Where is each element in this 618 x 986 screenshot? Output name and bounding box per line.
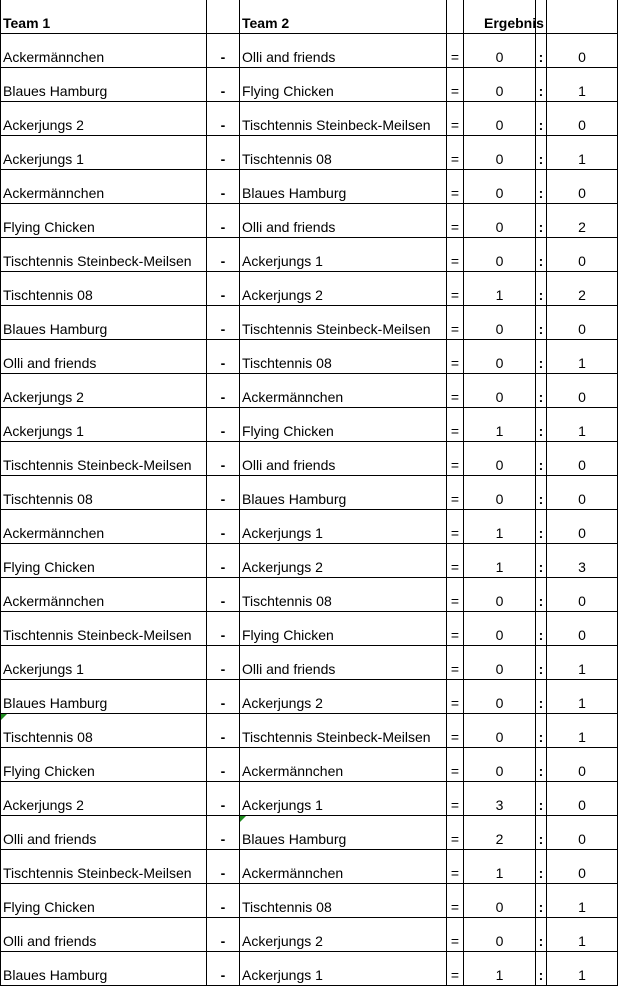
score1-cell[interactable]: 0 — [464, 102, 536, 136]
team1-cell[interactable]: Olli and friends — [1, 816, 207, 850]
team1-cell[interactable]: Tischtennis 08 — [1, 272, 207, 306]
team1-cell[interactable]: Ackerjungs 1 — [1, 408, 207, 442]
score1-cell[interactable]: 1 — [464, 408, 536, 442]
match-row — [1, 34, 618, 68]
match-row — [1, 816, 618, 850]
header-team1[interactable]: Team 1 — [1, 0, 207, 34]
team1-cell[interactable]: Blaues Hamburg — [1, 306, 207, 340]
equals-cell[interactable]: = — [447, 374, 464, 408]
team2-cell[interactable]: Tischtennis Steinbeck-Meilsen — [240, 102, 447, 136]
colon-cell[interactable]: : — [536, 918, 547, 952]
score2-cell[interactable]: 0 — [547, 816, 618, 850]
match-row — [1, 748, 618, 782]
dash-cell[interactable]: - — [207, 442, 240, 476]
score1-cell[interactable]: 0 — [464, 340, 536, 374]
colon-cell[interactable]: : — [536, 476, 547, 510]
colon-cell[interactable]: : — [536, 136, 547, 170]
colon-cell[interactable]: : — [536, 952, 547, 986]
score1-cell[interactable]: 0 — [464, 578, 536, 612]
equals-cell[interactable]: = — [447, 34, 464, 68]
colon-cell[interactable]: : — [536, 510, 547, 544]
score1-cell[interactable]: 0 — [464, 238, 536, 272]
equals-cell[interactable]: = — [447, 850, 464, 884]
colon-cell[interactable]: : — [536, 442, 547, 476]
score2-cell[interactable]: 1 — [547, 918, 618, 952]
score1-cell[interactable]: 0 — [464, 68, 536, 102]
score2-cell[interactable]: 0 — [547, 510, 618, 544]
equals-cell[interactable]: = — [447, 306, 464, 340]
dash-cell[interactable]: - — [207, 748, 240, 782]
dash-cell[interactable]: - — [207, 646, 240, 680]
dash-cell[interactable]: - — [207, 612, 240, 646]
dash-cell[interactable]: - — [207, 510, 240, 544]
team2-cell[interactable]: Olli and friends — [240, 646, 447, 680]
score2-cell[interactable]: 0 — [547, 34, 618, 68]
match-row — [1, 272, 618, 306]
equals-cell[interactable]: = — [447, 680, 464, 714]
colon-cell[interactable]: : — [536, 544, 547, 578]
header-row — [1, 0, 618, 34]
team1-cell[interactable]: Tischtennis Steinbeck-Meilsen — [1, 612, 207, 646]
match-row — [1, 102, 618, 136]
team1-cell[interactable]: Olli and friends — [1, 340, 207, 374]
score1-cell[interactable]: 1 — [464, 850, 536, 884]
score2-cell[interactable]: 0 — [547, 102, 618, 136]
colon-cell[interactable]: : — [536, 748, 547, 782]
colon-cell[interactable]: : — [536, 782, 547, 816]
equals-cell[interactable]: = — [447, 170, 464, 204]
colon-cell[interactable]: : — [536, 238, 547, 272]
dash-cell[interactable]: - — [207, 680, 240, 714]
score2-cell[interactable]: 0 — [547, 782, 618, 816]
score1-cell[interactable]: 1 — [464, 510, 536, 544]
match-row — [1, 136, 618, 170]
team1-cell[interactable]: Ackerjungs 1 — [1, 646, 207, 680]
team1-cell[interactable]: Tischtennis Steinbeck-Meilsen — [1, 238, 207, 272]
match-rows — [1, 34, 618, 986]
colon-cell[interactable]: : — [536, 340, 547, 374]
team1-cell[interactable]: Flying Chicken — [1, 204, 207, 238]
equals-cell[interactable]: = — [447, 510, 464, 544]
score2-cell[interactable]: 1 — [547, 680, 618, 714]
equals-cell[interactable]: = — [447, 340, 464, 374]
dash-cell[interactable]: - — [207, 374, 240, 408]
team2-cell[interactable]: Blaues Hamburg — [240, 476, 447, 510]
team1-cell[interactable]: Ackermännchen — [1, 34, 207, 68]
team1-cell[interactable]: Tischtennis 08 — [1, 476, 207, 510]
colon-cell[interactable]: : — [536, 714, 547, 748]
header-dash-cell[interactable] — [207, 0, 240, 34]
team1-cell[interactable]: Ackerjungs 2 — [1, 782, 207, 816]
dash-cell[interactable]: - — [207, 136, 240, 170]
score2-cell[interactable]: 1 — [547, 952, 618, 986]
team2-cell[interactable]: Tischtennis Steinbeck-Meilsen — [240, 306, 447, 340]
equals-cell[interactable]: = — [447, 68, 464, 102]
score1-cell[interactable]: 0 — [464, 646, 536, 680]
colon-cell[interactable]: : — [536, 578, 547, 612]
team1-cell[interactable]: Tischtennis 08 — [1, 714, 207, 748]
score1-cell[interactable]: 0 — [464, 442, 536, 476]
team2-cell[interactable]: Blaues Hamburg — [240, 170, 447, 204]
team2-cell[interactable]: Ackermännchen — [240, 850, 447, 884]
dash-cell[interactable]: - — [207, 816, 240, 850]
score1-cell[interactable]: 0 — [464, 136, 536, 170]
team2-cell[interactable]: Ackerjungs 2 — [240, 544, 447, 578]
score2-cell[interactable]: 2 — [547, 272, 618, 306]
equals-cell[interactable]: = — [447, 272, 464, 306]
colon-cell[interactable]: : — [536, 204, 547, 238]
colon-cell[interactable]: : — [536, 34, 547, 68]
equals-cell[interactable]: = — [447, 544, 464, 578]
team2-cell[interactable]: Ackermännchen — [240, 374, 447, 408]
equals-cell[interactable]: = — [447, 136, 464, 170]
score1-cell[interactable]: 0 — [464, 884, 536, 918]
team2-cell[interactable]: Ackerjungs 2 — [240, 918, 447, 952]
colon-cell[interactable]: : — [536, 612, 547, 646]
score1-cell[interactable]: 0 — [464, 680, 536, 714]
dash-cell[interactable]: - — [207, 578, 240, 612]
dash-cell[interactable]: - — [207, 34, 240, 68]
score2-cell[interactable]: 0 — [547, 442, 618, 476]
match-row — [1, 782, 618, 816]
team2-cell[interactable]: Olli and friends — [240, 34, 447, 68]
match-row — [1, 884, 618, 918]
equals-cell[interactable]: = — [447, 442, 464, 476]
score1-cell[interactable]: 0 — [464, 476, 536, 510]
score2-cell[interactable]: 1 — [547, 714, 618, 748]
equals-cell[interactable]: = — [447, 714, 464, 748]
team2-cell[interactable]: Tischtennis 08 — [240, 884, 447, 918]
team2-cell[interactable]: Olli and friends — [240, 204, 447, 238]
score2-cell[interactable]: 1 — [547, 68, 618, 102]
score2-cell[interactable]: 0 — [547, 306, 618, 340]
team1-cell[interactable]: Blaues Hamburg — [1, 68, 207, 102]
team2-cell[interactable]: Ackermännchen — [240, 748, 447, 782]
score1-cell[interactable]: 1 — [464, 952, 536, 986]
team1-cell[interactable]: Ackerjungs 2 — [1, 374, 207, 408]
team1-cell[interactable]: Ackermännchen — [1, 578, 207, 612]
dash-cell[interactable]: - — [207, 476, 240, 510]
score2-cell[interactable]: 0 — [547, 748, 618, 782]
match-row — [1, 442, 618, 476]
team1-cell[interactable]: Ackermännchen — [1, 510, 207, 544]
match-row — [1, 510, 618, 544]
team2-cell[interactable]: Ackerjungs 1 — [240, 238, 447, 272]
colon-cell[interactable]: : — [536, 306, 547, 340]
equals-cell[interactable]: = — [447, 238, 464, 272]
team1-cell[interactable]: Olli and friends — [1, 918, 207, 952]
dash-cell[interactable]: - — [207, 68, 240, 102]
equals-cell[interactable]: = — [447, 408, 464, 442]
colon-cell[interactable]: : — [536, 816, 547, 850]
team1-cell[interactable]: Blaues Hamburg — [1, 952, 207, 986]
dash-cell[interactable]: - — [207, 782, 240, 816]
dash-cell[interactable]: - — [207, 272, 240, 306]
dash-cell[interactable]: - — [207, 238, 240, 272]
dash-cell[interactable]: - — [207, 306, 240, 340]
equals-cell[interactable]: = — [447, 918, 464, 952]
match-row — [1, 714, 618, 748]
score2-cell[interactable]: 2 — [547, 204, 618, 238]
match-row — [1, 340, 618, 374]
score1-cell[interactable]: 0 — [464, 34, 536, 68]
colon-cell[interactable]: : — [536, 646, 547, 680]
team1-cell[interactable]: Tischtennis Steinbeck-Meilsen — [1, 850, 207, 884]
match-row — [1, 68, 618, 102]
match-row — [1, 476, 618, 510]
equals-cell[interactable]: = — [447, 578, 464, 612]
header-ergebnis[interactable]: Ergebnis — [464, 0, 536, 34]
match-row — [1, 408, 618, 442]
score2-cell[interactable]: 0 — [547, 170, 618, 204]
score1-cell[interactable]: 0 — [464, 612, 536, 646]
match-row — [1, 850, 618, 884]
equals-cell[interactable]: = — [447, 204, 464, 238]
team1-cell[interactable]: Ackerjungs 2 — [1, 102, 207, 136]
team1-cell[interactable]: Flying Chicken — [1, 884, 207, 918]
team1-cell[interactable]: Tischtennis Steinbeck-Meilsen — [1, 442, 207, 476]
team2-cell[interactable]: Ackerjungs 1 — [240, 782, 447, 816]
dash-cell[interactable]: - — [207, 714, 240, 748]
colon-cell[interactable]: : — [536, 850, 547, 884]
score2-cell[interactable]: 3 — [547, 544, 618, 578]
equals-cell[interactable]: = — [447, 646, 464, 680]
score1-cell[interactable]: 1 — [464, 544, 536, 578]
colon-cell[interactable]: : — [536, 170, 547, 204]
dash-cell[interactable]: - — [207, 884, 240, 918]
team2-cell[interactable]: Flying Chicken — [240, 68, 447, 102]
score1-cell[interactable]: 0 — [464, 918, 536, 952]
score1-cell[interactable]: 0 — [464, 374, 536, 408]
dash-cell[interactable]: - — [207, 340, 240, 374]
match-row — [1, 952, 618, 986]
match-row — [1, 918, 618, 952]
score2-cell[interactable]: 1 — [547, 340, 618, 374]
score1-cell[interactable]: 1 — [464, 272, 536, 306]
team2-cell[interactable]: Ackerjungs 1 — [240, 952, 447, 986]
equals-cell[interactable]: = — [447, 952, 464, 986]
equals-cell[interactable]: = — [447, 782, 464, 816]
score1-cell[interactable]: 0 — [464, 714, 536, 748]
match-row — [1, 544, 618, 578]
team2-cell[interactable]: Tischtennis 08 — [240, 578, 447, 612]
score2-cell[interactable]: 1 — [547, 884, 618, 918]
colon-cell[interactable]: : — [536, 68, 547, 102]
team1-cell[interactable]: Flying Chicken — [1, 748, 207, 782]
score2-cell[interactable]: 0 — [547, 612, 618, 646]
score2-cell[interactable]: 1 — [547, 136, 618, 170]
team2-cell[interactable]: Tischtennis 08 — [240, 340, 447, 374]
score2-cell[interactable]: 0 — [547, 850, 618, 884]
team1-cell[interactable]: Flying Chicken — [1, 544, 207, 578]
team2-cell[interactable]: Blaues Hamburg — [240, 816, 447, 850]
score1-cell[interactable]: 3 — [464, 782, 536, 816]
dash-cell[interactable]: - — [207, 850, 240, 884]
team1-cell[interactable]: Ackerjungs 1 — [1, 136, 207, 170]
team2-cell[interactable]: Tischtennis 08 — [240, 136, 447, 170]
team2-cell[interactable]: Olli and friends — [240, 442, 447, 476]
dash-cell[interactable]: - — [207, 918, 240, 952]
score1-cell[interactable]: 0 — [464, 748, 536, 782]
team1-cell[interactable]: Ackermännchen — [1, 170, 207, 204]
equals-cell[interactable]: = — [447, 884, 464, 918]
match-row — [1, 578, 618, 612]
match-row — [1, 238, 618, 272]
score1-cell[interactable]: 0 — [464, 170, 536, 204]
dash-cell[interactable]: - — [207, 170, 240, 204]
score1-cell[interactable]: 2 — [464, 816, 536, 850]
match-row — [1, 374, 618, 408]
equals-cell[interactable]: = — [447, 748, 464, 782]
score2-cell[interactable]: 0 — [547, 476, 618, 510]
dash-cell[interactable]: - — [207, 952, 240, 986]
match-row — [1, 680, 618, 714]
score1-cell[interactable]: 0 — [464, 306, 536, 340]
team1-cell[interactable]: Blaues Hamburg — [1, 680, 207, 714]
score2-cell[interactable]: 0 — [547, 238, 618, 272]
equals-cell[interactable]: = — [447, 816, 464, 850]
colon-cell[interactable]: : — [536, 408, 547, 442]
match-row — [1, 646, 618, 680]
score2-cell[interactable]: 1 — [547, 408, 618, 442]
score1-cell[interactable]: 0 — [464, 204, 536, 238]
header-team2[interactable]: Team 2 — [240, 0, 447, 34]
team2-cell[interactable]: Ackerjungs 1 — [240, 510, 447, 544]
match-row — [1, 170, 618, 204]
match-row — [1, 612, 618, 646]
team2-cell[interactable]: Tischtennis Steinbeck-Meilsen — [240, 714, 447, 748]
equals-cell[interactable]: = — [447, 102, 464, 136]
match-row — [1, 306, 618, 340]
team2-cell[interactable]: Flying Chicken — [240, 612, 447, 646]
score2-cell[interactable]: 1 — [547, 646, 618, 680]
colon-cell[interactable]: : — [536, 884, 547, 918]
dash-cell[interactable]: - — [207, 544, 240, 578]
colon-cell[interactable]: : — [536, 272, 547, 306]
equals-cell[interactable]: = — [447, 612, 464, 646]
team2-cell[interactable]: Ackerjungs 2 — [240, 680, 447, 714]
colon-cell[interactable]: : — [536, 374, 547, 408]
score2-cell[interactable]: 0 — [547, 578, 618, 612]
header-eq-cell[interactable] — [447, 0, 464, 34]
equals-cell[interactable]: = — [447, 476, 464, 510]
dash-cell[interactable]: - — [207, 204, 240, 238]
score2-cell[interactable]: 0 — [547, 374, 618, 408]
colon-cell[interactable]: : — [536, 102, 547, 136]
match-row — [1, 204, 618, 238]
colon-cell[interactable]: : — [536, 680, 547, 714]
header-score2-cell[interactable] — [547, 0, 618, 34]
dash-cell[interactable]: - — [207, 408, 240, 442]
team2-cell[interactable]: Flying Chicken — [240, 408, 447, 442]
team2-cell[interactable]: Ackerjungs 2 — [240, 272, 447, 306]
dash-cell[interactable]: - — [207, 102, 240, 136]
